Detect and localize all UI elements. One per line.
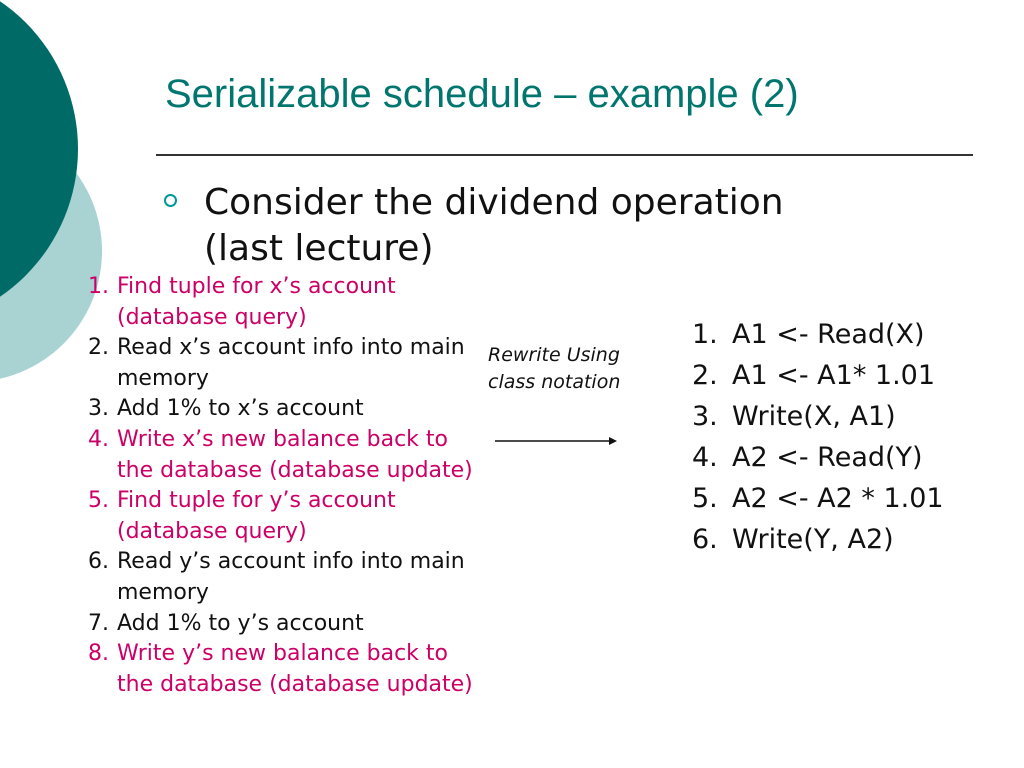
hollow-circle-bullet-icon: [164, 194, 177, 207]
operation-number: 6.: [692, 524, 718, 555]
operation-text: A2 <- Read(Y): [732, 442, 923, 473]
steps-list: [72, 272, 477, 700]
operation-number: 2.: [692, 360, 718, 391]
operation-text: Write(X, A1): [732, 401, 896, 432]
operation-text: Write(Y, A2): [732, 524, 894, 555]
step-text: Add 1% to x’s account: [117, 396, 364, 422]
right-arrow-icon: [495, 434, 620, 448]
list-item: [692, 519, 992, 560]
operation-number: 5.: [692, 483, 718, 514]
step-number: 2.: [88, 335, 109, 361]
list-item: [692, 437, 992, 478]
list-item: [72, 547, 477, 608]
step-number: 3.: [88, 396, 109, 422]
step-number: 8.: [88, 641, 109, 667]
operation-text: A1 <- A1* 1.01: [732, 360, 936, 391]
step-text: Write x’s new balance back to the database (database update): [117, 426, 473, 483]
list-item: [72, 486, 477, 547]
step-number: 6.: [88, 549, 109, 575]
list-item: [692, 355, 992, 396]
main-bullet-text: Consider the dividend operation (last lecture): [204, 182, 784, 269]
operation-number: 1.: [692, 319, 718, 350]
step-text: Read x’s account info into main memory: [117, 335, 465, 391]
step-number: 7.: [88, 610, 109, 636]
title-divider: [156, 154, 973, 156]
step-text: Find tuple for y’s account (database query): [117, 488, 396, 544]
list-item: [692, 396, 992, 437]
step-number: 1.: [88, 274, 109, 299]
list-item: [72, 394, 477, 425]
step-text: Add 1% to y’s account: [117, 610, 364, 636]
list-item: [692, 478, 992, 519]
list-item: [692, 314, 992, 355]
list-item: [72, 272, 477, 333]
operations-list: [692, 314, 992, 560]
list-item: [72, 333, 477, 394]
operation-number: 4.: [692, 442, 718, 473]
list-item: [72, 425, 477, 486]
step-number: 5.: [88, 488, 109, 514]
step-text: Write y’s new balance back to the database (database update): [117, 641, 473, 697]
step-number: 4.: [88, 426, 109, 452]
operation-text: A1 <- Read(X): [732, 319, 925, 350]
operation-text: A2 <- A2 * 1.01: [732, 483, 944, 514]
rewrite-note: Rewrite Using class notation: [488, 344, 621, 393]
step-text: Find tuple for x’s account (database query): [117, 274, 396, 330]
list-item: [72, 609, 477, 640]
slide-title: Serializable schedule – example (2): [165, 72, 799, 116]
step-text: Read y’s account info into main memory: [117, 549, 465, 605]
list-item: [72, 639, 477, 700]
operation-number: 3.: [692, 401, 718, 432]
